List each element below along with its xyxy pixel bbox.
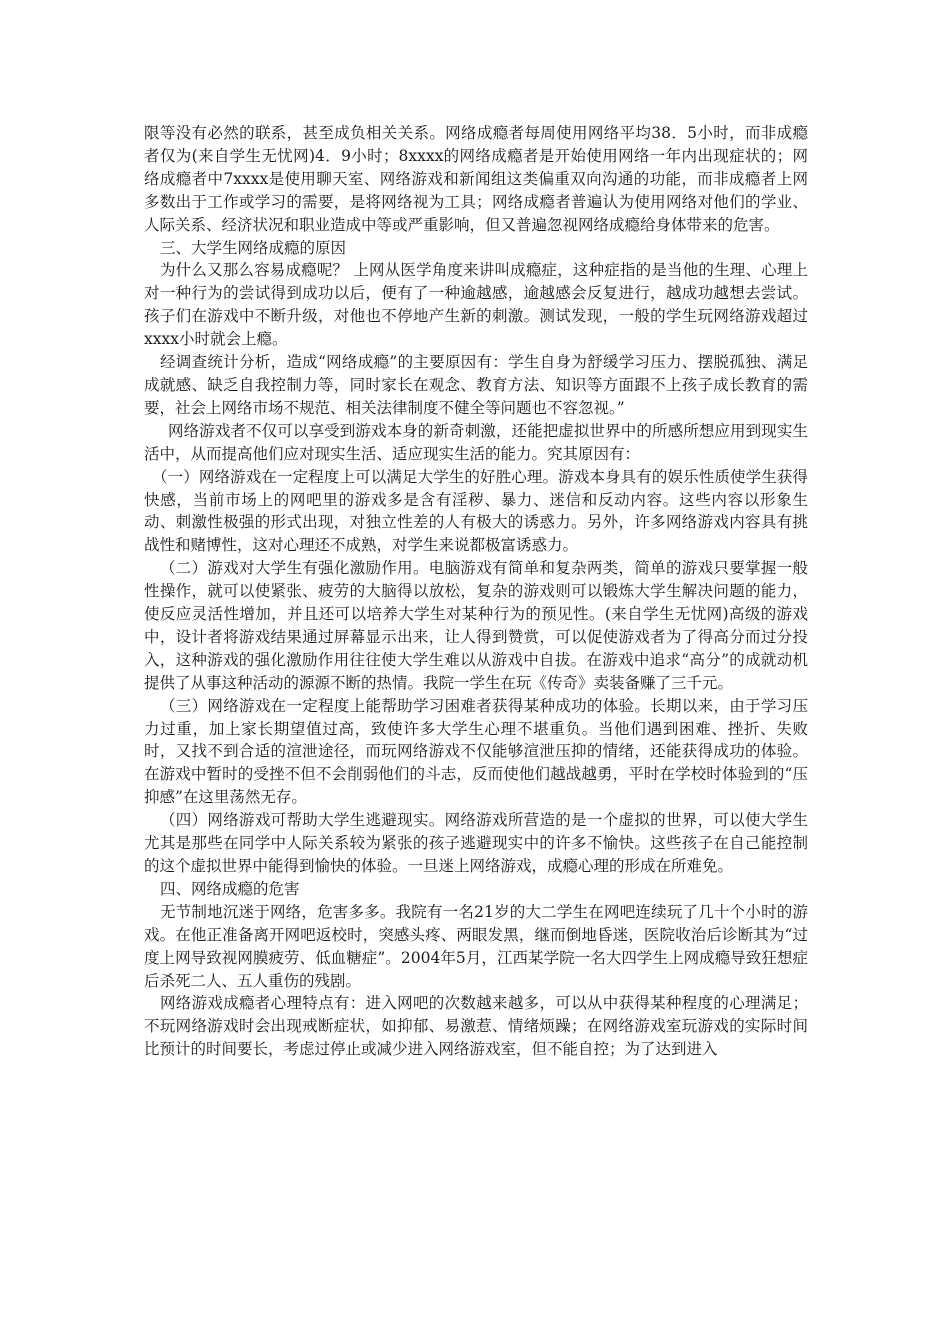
paragraph-reason-4: （四）网络游戏可帮助大学生逃避现实。网络游戏所营造的是一个虚拟的世界，可以使大学生尤其是那些在同学中人际关系较为紧张的孩子逃避现实中的许多不愉快。这些孩子在自己能控制的这个虚拟世界中能得到愉快的体验。一旦迷上网络游戏，成瘾心理的形成在所难免。 [144, 811, 808, 875]
section-heading-harms: 四、网络成瘾的危害 [160, 879, 300, 898]
paragraph-reason-1: （一）网络游戏在一定程度上可以满足大学生的好胜心理。游戏本身具有的娱乐性质使学生获得快感，当前市场上的网吧里的游戏多是含有淫秽、暴力、迷信和反动内容。这些内容以形象生动、刺激性极强的形式出现，对独立性差的人有极大的诱惑力。另外，许多网络游戏内容具有挑战性和赌博性，这对心理还不成熟，对学生来说都极富诱惑力。 [144, 467, 808, 555]
paragraph-survey-analysis: 经调查统计分析，造成“网络成瘾”的主要原因有：学生自身为舒缓学习压力、摆脱孤独、满足成就感、缺乏自我控制力等，同时家长在观念、教育方法、知识等方面跟不上孩子成长教育的需要，社会上网络市场不规范、相关法律制度不健全等问题也不容忽视。” [144, 353, 808, 417]
section-heading-causes: 三、大学生网络成瘾的原因 [160, 238, 347, 257]
paragraph-reason-2: （二）游戏对大学生有强化激励作用。电脑游戏有简单和复杂两类，简单的游戏只要掌握一般性操作，就可以使紧张、疲劳的大脑得以放松，复杂的游戏则可以锻炼大学生解决问题的能力，使反应灵活性增加，并且还可以培养大学生对某种行为的预见性。(来自学生无忧网)高级的游戏中，设计者将游戏结果通过屏幕显示出来，让人得到赞赏，可以促使游戏者为了得高分而过分投入，这种游戏的强化激励作用往往使大学生难以从游戏中自拔。在游戏中追求“高分”的成就动机提供了从事这种活动的源源不断的热情。我院一学生在玩《传奇》卖装备赚了三千元。 [144, 559, 808, 692]
paragraph-addict-psychology: 网络游戏成瘾者心理特点有：进入网吧的次数越来越多，可以从中获得某种程度的心理满足；不玩网络游戏时会出现戒断症状，如抑郁、易激惹、情绪烦躁；在网络游戏室玩游戏的实际时间比预计的时间要长，考虑过停止或减少进入网络游戏室，但不能自控；为了达到进入 [144, 994, 808, 1059]
paragraph-internet-addiction-stats: 限等没有必然的联系，甚至成负相关关系。网络成瘾者每周使用网络平均38．5小时，而非成瘾者仅为(来自学生无忧网)4．9小时；8xxxx的网络成瘾者是开始使用网络一年内出现症状的；网络成瘾者中7xxxx是使用聊天室、网络游戏和新闻组这类偏重双向沟通的功能，而非成瘾者上网多数出于工作或学习的需要，是将网络视为工具；网络成瘾者普遍认为使用网络对他们的学业、人际关系、经济状况和职业造成中等或严重影响，但又普遍忽视网络成瘾给身体带来的危害。 [144, 124, 808, 234]
paragraph-harm-cases: 无节制地沉迷于网络，危害多多。我院有一名21岁的大二学生在网吧连续玩了几十个小时的游戏。在他正准备离开网吧返校时，突感头疼、两眼发黑，继而倒地昏迷，医院收治后诊断其为“过度上网导致视网膜疲劳、低血糖症”。2004年5月，江西某学院一名大四学生上网成瘾导致狂想症后杀死二人、五人重伤的残剧。 [144, 902, 808, 990]
paragraph-game-players: 网络游戏者不仅可以享受到游戏本身的新奇刺激，还能把虚拟世界中的所感所想应用到现实生活中，从而提高他们应对现实生活、适应现实生活的能力。究其原因有： [144, 421, 808, 463]
document-page [144, 122, 808, 1061]
paragraph-reason-3: （三）网络游戏在一定程度上能帮助学习困难者获得某种成功的体验。长期以来，由于学习压力过重，加上家长期望值过高，致使许多大学生心理不堪重负。当他们遇到困难、挫折、失败时，又找不到合适的渲泄途径，而玩网络游戏不仅能够渲泄压抑的情绪，还能获得成功的体验。在游戏中暂时的受挫不但不会削弱他们的斗志，反而使他们越战越勇，平时在学校时体验到的“压抑感”在这里荡然无存。 [144, 696, 808, 807]
paragraph-why-addicted: 为什么又那么容易成瘾呢？ 上网从医学角度来讲叫成瘾症，这种症指的是当他的生理、心理上对一种行为的尝试得到成功以后，便有了一种逾越感，逾越感会反复进行，越成功越想去尝试。孩子们在游戏中不断升级，对他也不停地产生新的刺激。测试发现，一般的学生玩网络游戏超过xxxx小时就会上瘾。 [144, 261, 808, 349]
